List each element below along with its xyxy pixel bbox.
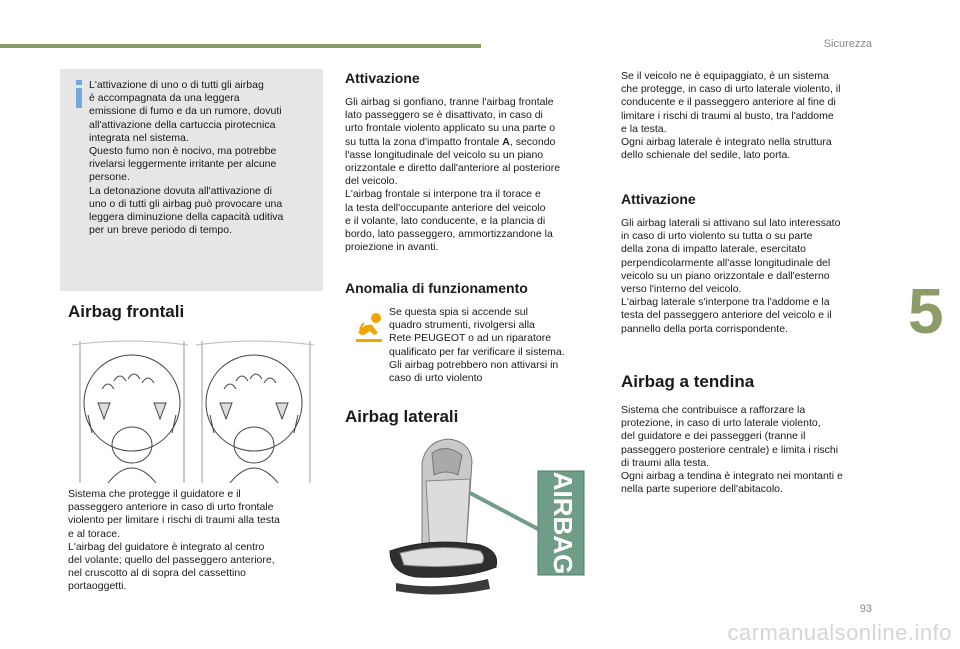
activation-text-pre: Gli airbag si gonfiano, tranne l'airbag frontale lato passeggero se è disattivato, in caso di urto frontale violento applicato su una parte o su tutta la zona d'impatto frontale: [345, 96, 556, 148]
malfunction-heading: Anomalia di funzionamento: [345, 280, 528, 296]
page-number: 93: [859, 603, 872, 615]
activation-text: [345, 96, 600, 254]
chapter-number: 5: [908, 275, 944, 347]
frontal-airbag-heading: Airbag frontali: [68, 302, 185, 321]
frontal-airbag-illustration: [68, 333, 316, 483]
frontal-airbag-text: Sistema che protegge il guidatore e il passeggero anteriore in caso di urto frontale violento per limitare i rischi di traumi alla testa e al torace. L'airbag del guidatore è integrato al centro del volante; quello del passeggero anteriore, nel cruscotto al di sopra del cassettino portaoggetti.: [68, 488, 280, 593]
side-airbag-seat-illustration: [360, 433, 590, 603]
section-title: Sicurezza: [823, 38, 872, 50]
lateral-activation-heading: Attivazione: [621, 191, 696, 207]
airbag-label: AIRBAG: [548, 471, 579, 575]
info-box: [60, 69, 323, 291]
curtain-airbag-heading: Airbag a tendina: [621, 372, 755, 391]
info-icon: [70, 79, 88, 109]
activation-heading: Attivazione: [345, 70, 420, 86]
activation-text-post: , secondo l'asse longitudinale del veicolo su un piano orizzontale e diretto dall'anteriore al posteriore del veicolo. L'airbag frontale si interpone tra il torace e la testa dell'occupante anteriore del veicolo e il volante, lato conducente, e la plancia di bordo, lato passeggero, ammortizzandone la proiezione in avanti.: [345, 135, 561, 254]
malfunction-text: Se questa spia si accende sul quadro strumenti, rivolgersi alla Rete PEUGEOT o ad un riparatore qualificato per far verificare il sistema. Gli airbag potrebbero non attivarsi in caso di urto violento: [389, 306, 565, 385]
top-accent-bar: [0, 44, 481, 48]
lateral-activation-text: Gli airbag laterali si attivano sul lato interessato in caso di urto violento su tutta o su parte della zona di impatto laterale, esercitato perpendicolarmente all'asse longitudinale del veicolo su un piano orizzontale e dall'esterno verso l'interno del veicolo. L'airbag laterale s'interpone tra l'addome e la testa del passeggero anteriore del veicolo e il pannello della porta corrispondente.: [621, 217, 841, 335]
watermark: carmanualsonline.info: [727, 620, 952, 645]
impact-zone-letter: A: [502, 135, 510, 148]
chapter-tab: [900, 266, 960, 356]
curtain-airbag-text: Sistema che contribuisce a rafforzare la protezione, in caso di urto laterale violento, del guidatore e dei passeggeri (tranne il passeggero posteriore centrale) e limita i rischi di traumi alla testa. Ogni airbag a tendina è integrato nei montanti e nella parte superiore dell'abitacolo.: [621, 404, 843, 496]
lateral-airbag-heading: Airbag laterali: [345, 407, 459, 426]
lateral-airbag-text: Se il veicolo ne è equipaggiato, è un sistema che protegge, in caso di urto laterale violento, il conducente e il passeggero anteriore al fine di limitare i rischi di traumi al busto, tra l'addome e la testa. Ogni airbag laterale è integrato nella struttura dello schienale del sedile, lato porta.: [621, 70, 841, 162]
info-text: L'attivazione di uno o di tutti gli airbag è accompagnata da una leggera emissione di fumo e da un rumore, dovuti all'attivazione della cartuccia pirotecnica integrata nel sistema. Questo fumo non è nocivo, ma potrebbe rivelarsi leggermente irritante per alcune persone. La detonazione dovuta all'attivazione di uno o di tutti gli airbag può provocare una leggera diminuzione della capacità uditiva per un breve periodo di tempo.: [89, 79, 284, 237]
airbag-warning-icon: [354, 309, 390, 345]
